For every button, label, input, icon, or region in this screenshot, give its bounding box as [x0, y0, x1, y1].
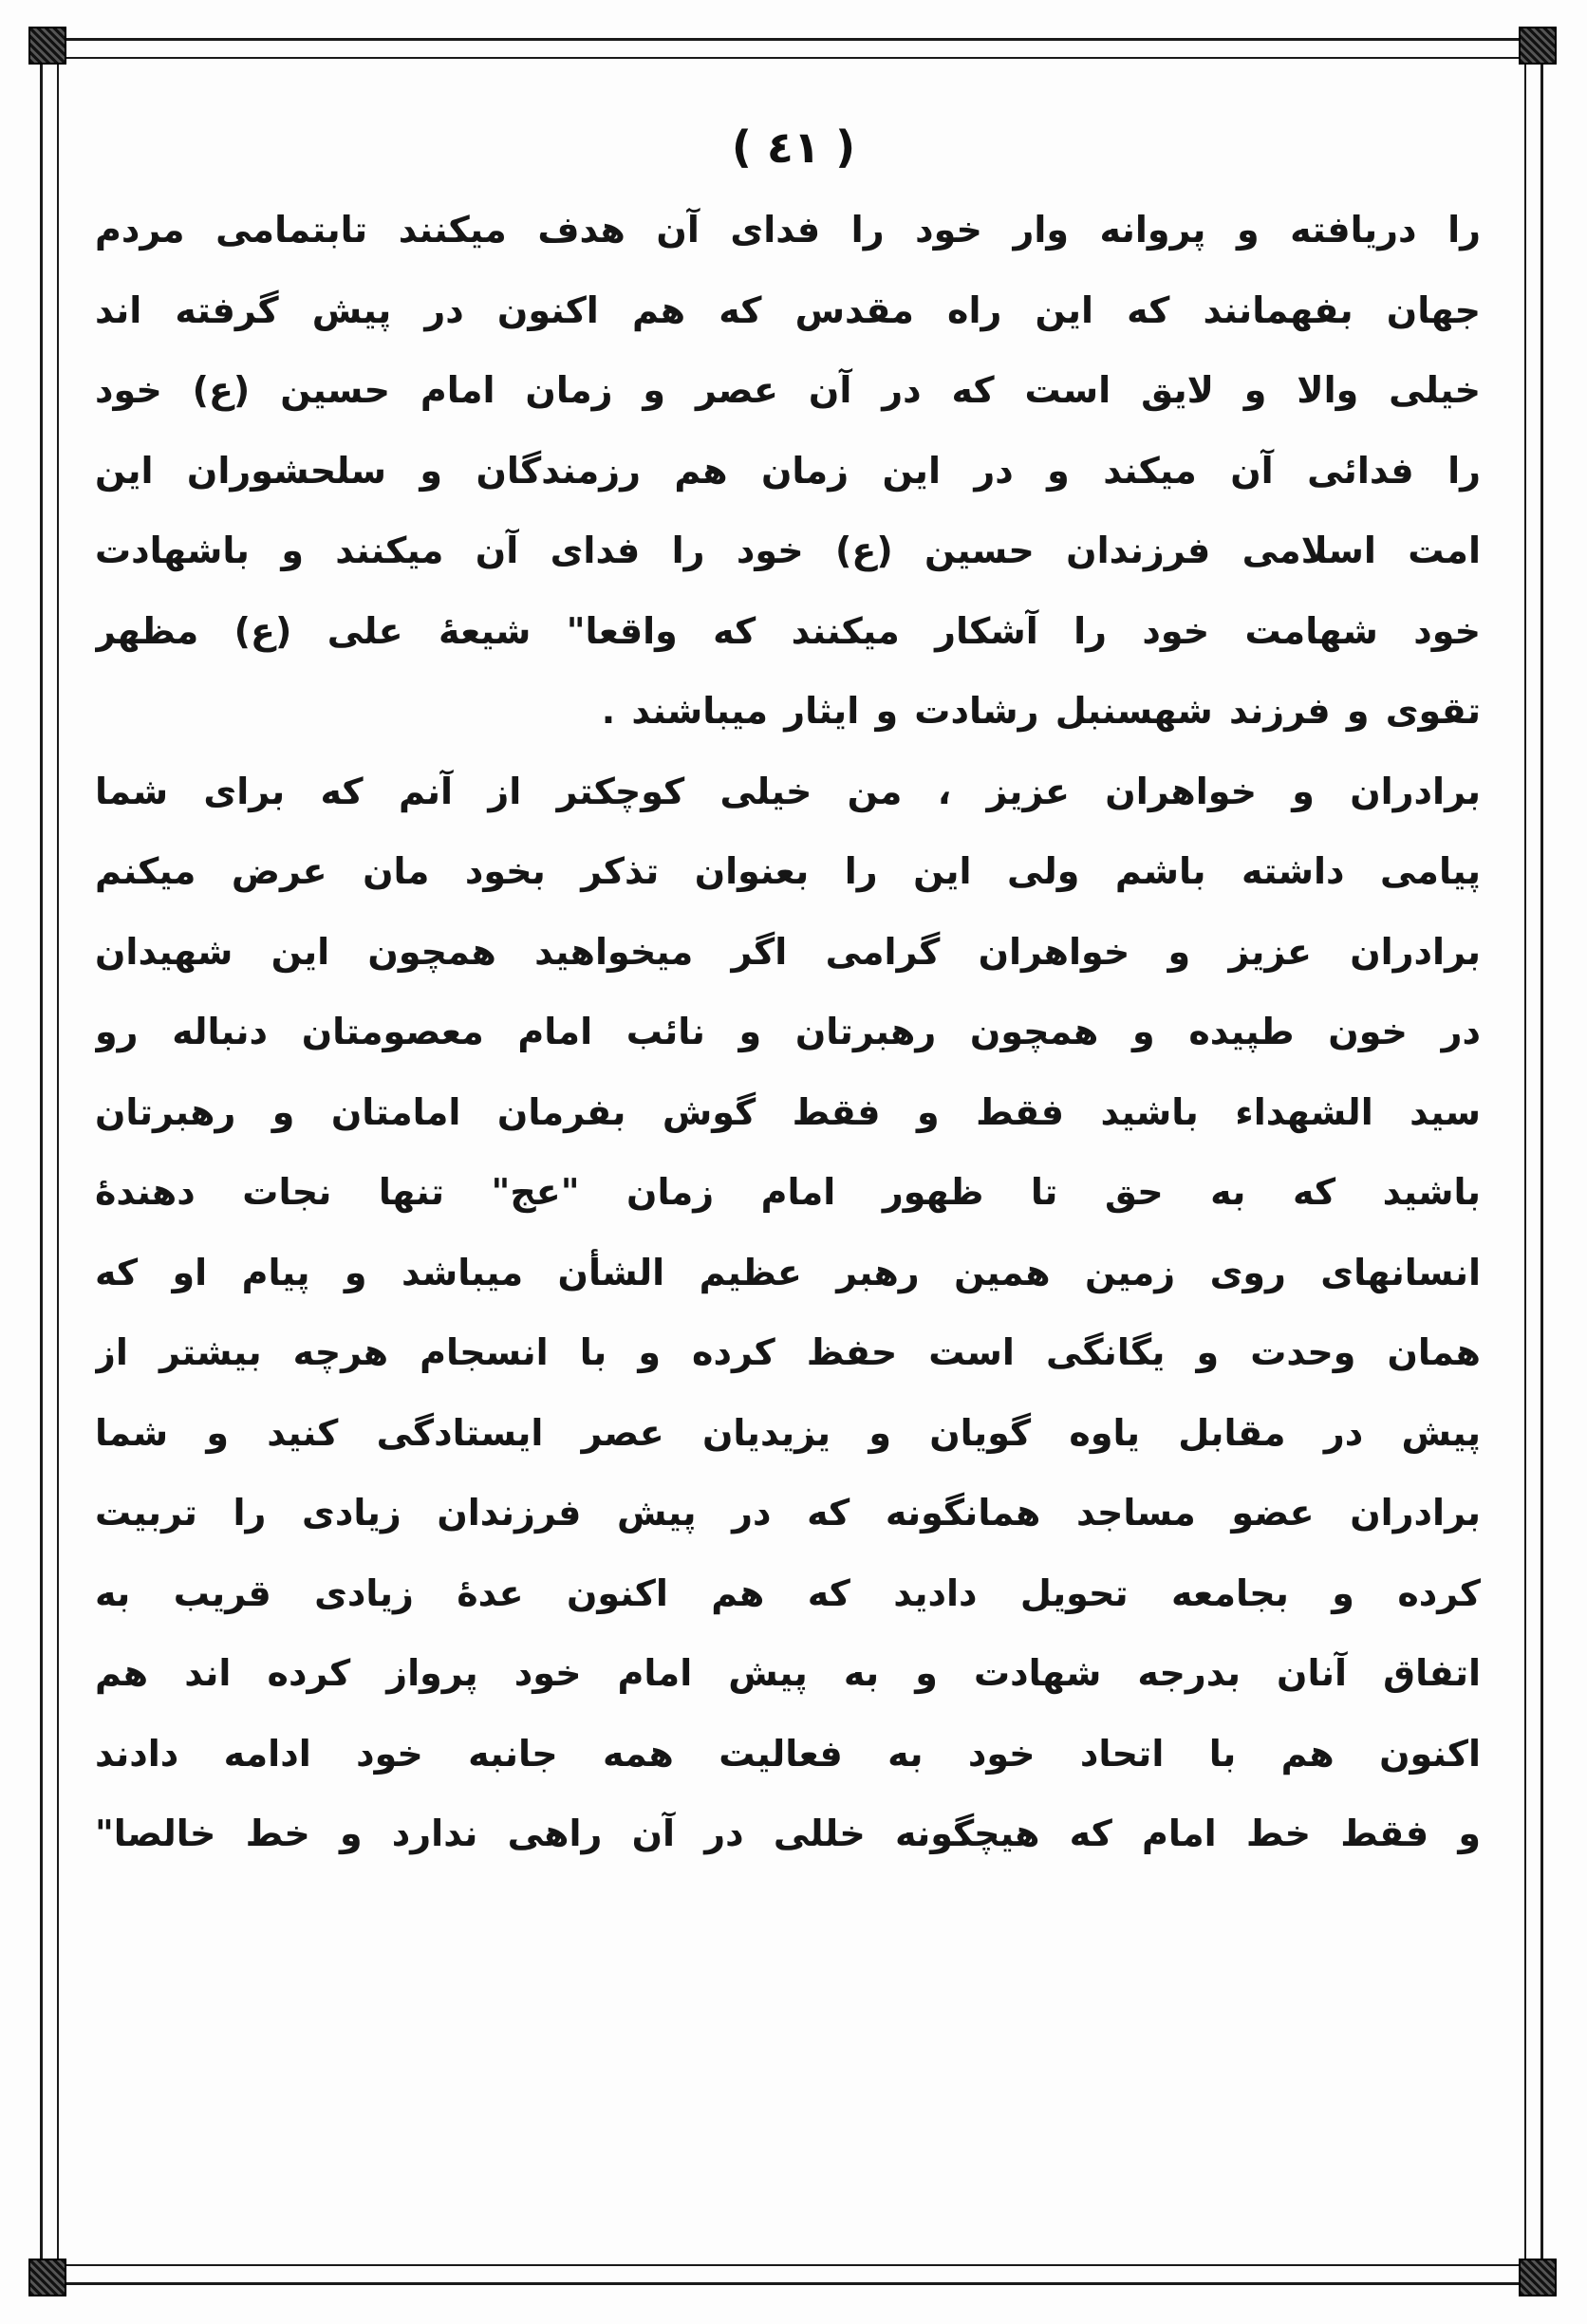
- corner-ornament-bottom-left: [28, 2259, 66, 2296]
- page-number: ( ٤١ ): [731, 121, 856, 173]
- text-line: برادران عضو مساجد همانگونه که در پیش فرزندان زیادی را تربیت: [95, 1492, 1481, 1534]
- text-line: خیلی والا و لایق است که در آن عصر و زمان امام حسین (ع) خود: [95, 369, 1481, 411]
- text-line: در خون طپیده و همچون رهبرتان و نائب امام معصومتان دنباله رو: [95, 1011, 1481, 1052]
- text-line: اتفاق آنان بدرجه شهادت و به پیش امام خود پرواز کرده اند هم: [95, 1652, 1481, 1694]
- corner-ornament-top-right: [1519, 27, 1557, 65]
- text-line: سید الشهداء باشید فقط و فقط گوش بفرمان امامتان و رهبرتان: [95, 1090, 1481, 1133]
- text-line: کرده و بجامعه تحویل دادید که هم اکنون عدهٔ زیادی قریب به: [95, 1571, 1481, 1614]
- corner-ornament-bottom-right: [1519, 2259, 1557, 2296]
- text-line: و فقط خط امام که هیچگونه خللی در آن راهی ندارد و خط خالصا": [95, 1813, 1481, 1854]
- text-line: را فدائی آن میکند و در این زمان هم رزمندگان و سلحشوران این: [95, 449, 1481, 492]
- text-line: اکنون هم با اتحاد خود به فعالیت همه جانبه خود ادامه دادند: [95, 1732, 1481, 1775]
- text-line: تقوی و فرزند شهسنبل رشادت و ایثار میباشند .: [601, 690, 1481, 732]
- text-line: پیش در مقابل یاوه گویان و یزیدیان عصر ایستادگی کنید و شما: [95, 1411, 1481, 1454]
- text-line: همان وحدت و یگانگی است حفظ کرده و با انسجام هرچه بیشتر از: [95, 1331, 1481, 1373]
- text-line: باشید که به حق تا ظهور امام زمان "عج" تنها نجات دهندهٔ: [95, 1171, 1481, 1213]
- corner-ornament-top-left: [28, 27, 66, 65]
- text-line: را دریافته و پروانه وار خود را فدای آن هدف میکنند تابتمامی مردم: [95, 209, 1481, 251]
- text-line: پیامی داشته باشم ولی این را بعنوان تذکر بخود مان عرض میکنم: [95, 850, 1481, 892]
- text-line: انسانهای روی زمین همین رهبر عظیم الشأن میباشد و پیام او که: [95, 1251, 1481, 1293]
- text-line: برادران و خواهران عزیز ، من خیلی کوچکتر از آنم که برای شما: [95, 770, 1481, 812]
- text-line: جهان بفهمانند که این راه مقدس که هم اکنون در پیش گرفته اند: [95, 288, 1481, 331]
- text-line: خود شهامت خود را آشکار میکنند که واقعا" شیعهٔ علی (ع) مظهر: [95, 609, 1481, 652]
- body-text: [95, 190, 1481, 1874]
- text-line: برادران عزیز و خواهران گرامی اگر میخواهید همچون این شهیدان: [95, 930, 1481, 973]
- text-line: امت اسلامی فرزندان حسین (ع) خود را فدای آن میکنند و باشهادت: [95, 530, 1481, 571]
